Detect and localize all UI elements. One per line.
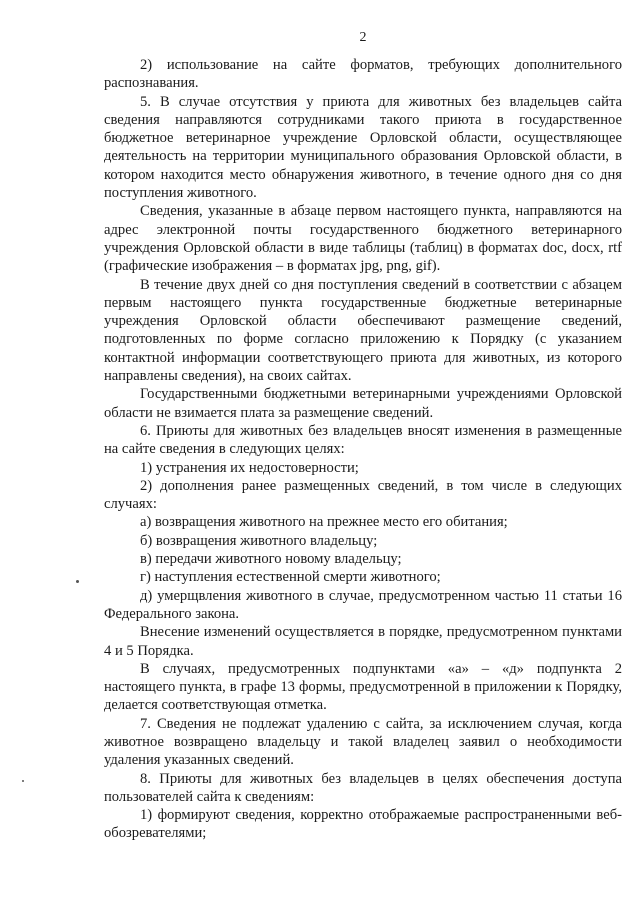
list-item: д) умерщвления животного в случае, предусмотренном частью 11 статьи 16 Федерального закона. bbox=[104, 587, 622, 622]
paragraph: 8. Приюты для животных без владельцев в целях обеспечения доступа пользователей сайта к сведениям: bbox=[104, 770, 622, 805]
paragraph: 7. Сведения не подлежат удалению с сайта, за исключением случая, когда животное возвращено владельцу и такой владелец заявил о необходимости удаления указанных сведений. bbox=[104, 715, 622, 769]
paragraph: 6. Приюты для животных без владельцев вносят изменения в размещенные на сайте сведения в следующих целях: bbox=[104, 422, 622, 458]
paragraph: 2) использование на сайте форматов, требующих дополнительного распознавания. bbox=[104, 57, 622, 92]
page-number: 2 bbox=[359, 30, 367, 45]
list-item: 1) формируют сведения, корректно отображаемые распространенными веб-обозревателями; bbox=[104, 807, 622, 842]
paragraph: Государственными бюджетными ветеринарными учреждениями Орловской области не взимается плата за размещение сведений. bbox=[104, 386, 622, 421]
paragraph: Внесение изменений осуществляется в порядке, предусмотренном пунктами 4 и 5 Порядка. bbox=[104, 624, 622, 659]
list-item: в) передачи животного новому владельцу; bbox=[140, 551, 402, 568]
list-item: 2) дополнения ранее размещенных сведений, в том числе в следующих случаях: bbox=[104, 477, 622, 513]
paragraph: 5. В случае отсутствия у приюта для животных без владельцев сайта сведения направляются сотрудниками такого приюта в государственное бюджетное ветеринарное учреждение Орловской области, осуществляющее деятельность на территории муниципального образования Орловской области, в котором находится место обнаружения животного, в течение одного дня со дня поступления животного. bbox=[104, 93, 622, 202]
paragraph: В случаях, предусмотренных подпунктами «а» – «д» подпункта 2 настоящего пункта, в графе 13 формы, предусмотренной в приложении к Порядку, делается соответствующая отметка. bbox=[104, 660, 622, 714]
list-item: б) возвращения животного владельцу; bbox=[140, 532, 378, 549]
document-body bbox=[104, 56, 622, 843]
list-item: 1) устранения их недостоверности; bbox=[140, 459, 359, 476]
paragraph: В течение двух дней со дня поступления сведений в соответствии с абзацем первым настоящего пункта государственные бюджетные ветеринарные учреждения Орловской области обеспечивают размещение сведений, подготовленных по форме согласно приложению к Порядку (с указанием контактной информации соответствующего приюта для животных, из которого направлены сведения), на своих сайтах. bbox=[104, 276, 622, 385]
scan-speck bbox=[22, 780, 24, 782]
list-item: г) наступления естественной смерти животного; bbox=[140, 569, 441, 586]
scan-speck bbox=[76, 580, 79, 583]
list-item: а) возвращения животного на прежнее место его обитания; bbox=[140, 514, 508, 531]
paragraph: Сведения, указанные в абзаце первом настоящего пункта, направляются на адрес электронной почты государственного бюджетного ветеринарного учреждения Орловской области в виде таблицы (таблиц) в форматах doc, docx, rtf (графические изображения – в форматах jpg, png, gif). bbox=[104, 203, 622, 275]
